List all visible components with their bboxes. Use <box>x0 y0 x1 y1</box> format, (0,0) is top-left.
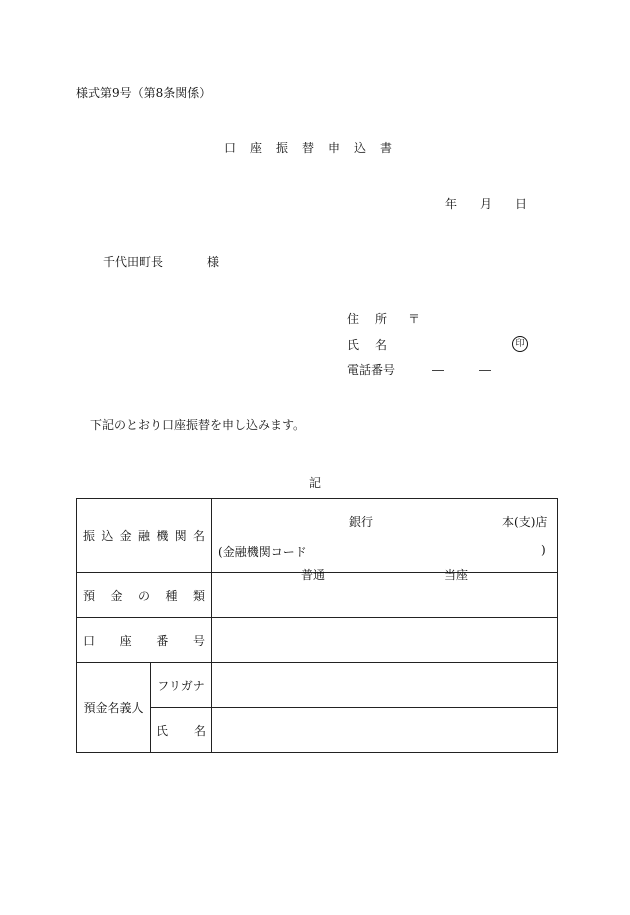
institution-code-close: ) <box>541 543 546 557</box>
label-char: 関 <box>174 529 187 543</box>
institution-code-open: (金融機関コード <box>218 545 307 559</box>
date-month: 月 <box>480 197 493 211</box>
date-day: 日 <box>515 197 528 211</box>
form-title: 口座振替申込書 <box>223 141 406 155</box>
holder-name-value-cell[interactable] <box>212 708 558 753</box>
deposit-type-current[interactable]: 当座 <box>444 568 469 582</box>
statement: 下記のとおり口座振替を申し込みます。 <box>90 418 306 432</box>
label-char: 座 <box>119 633 132 648</box>
label-char: 機 <box>156 529 169 543</box>
deposit-type-label-cell <box>77 573 212 618</box>
label-char: 金 <box>110 588 123 603</box>
label-char: 名 <box>194 723 207 738</box>
account-number-value-cell[interactable] <box>212 618 558 663</box>
label-char: 号 <box>192 633 205 648</box>
label-char: 預 <box>83 588 96 603</box>
furigana-label: フリガナ <box>157 678 205 693</box>
form-number: 様式第9号（第8条関係） <box>76 86 212 100</box>
deposit-type-label <box>77 587 211 604</box>
label-char: 氏 <box>156 723 169 738</box>
address-label: 住所 <box>347 312 404 326</box>
holder-label-cell <box>77 663 151 753</box>
account-number-label-cell <box>77 618 212 663</box>
bank-suffix: 銀行 <box>349 515 374 529</box>
label-char: 振 <box>83 529 96 543</box>
phone-dash-1: ― <box>432 363 444 377</box>
phone-label: 電話番号 <box>347 363 396 377</box>
label-char: 類 <box>193 588 206 603</box>
applicant-name-label: 氏名 <box>347 338 404 352</box>
seal-mark-icon: 印 <box>512 336 528 352</box>
branch-suffix: 本(支)店 <box>502 515 548 529</box>
label-char: 口 <box>83 633 96 648</box>
label-char: 金 <box>119 529 132 543</box>
institution-value-cell[interactable] <box>212 499 558 573</box>
account-number-label <box>77 632 211 649</box>
holder-label: 預金名義人 <box>83 701 144 715</box>
institution-label-cell <box>77 499 212 573</box>
furigana-value-cell[interactable] <box>212 663 558 708</box>
furigana-label-cell <box>151 663 212 708</box>
account-transfer-table <box>76 498 558 753</box>
phone-dash-2: ― <box>479 363 491 377</box>
label-char: 融 <box>137 529 150 543</box>
label-char: 番 <box>156 633 169 648</box>
institution-label <box>77 527 211 544</box>
deposit-type-value-cell[interactable] <box>212 568 558 618</box>
date-year: 年 <box>445 197 458 211</box>
label-char: 種 <box>165 588 178 603</box>
holder-name-label-cell <box>151 708 212 753</box>
ki-heading: 記 <box>308 476 321 490</box>
addressee: 千代田町長 <box>103 255 164 269</box>
postal-mark: 〒 <box>408 312 421 326</box>
label-char: 名 <box>192 529 205 543</box>
label-char: 込 <box>101 529 114 543</box>
honorific: 様 <box>207 255 220 269</box>
holder-name-label <box>151 722 211 739</box>
label-char: の <box>138 588 151 603</box>
deposit-type-ordinary[interactable]: 普通 <box>301 568 326 582</box>
